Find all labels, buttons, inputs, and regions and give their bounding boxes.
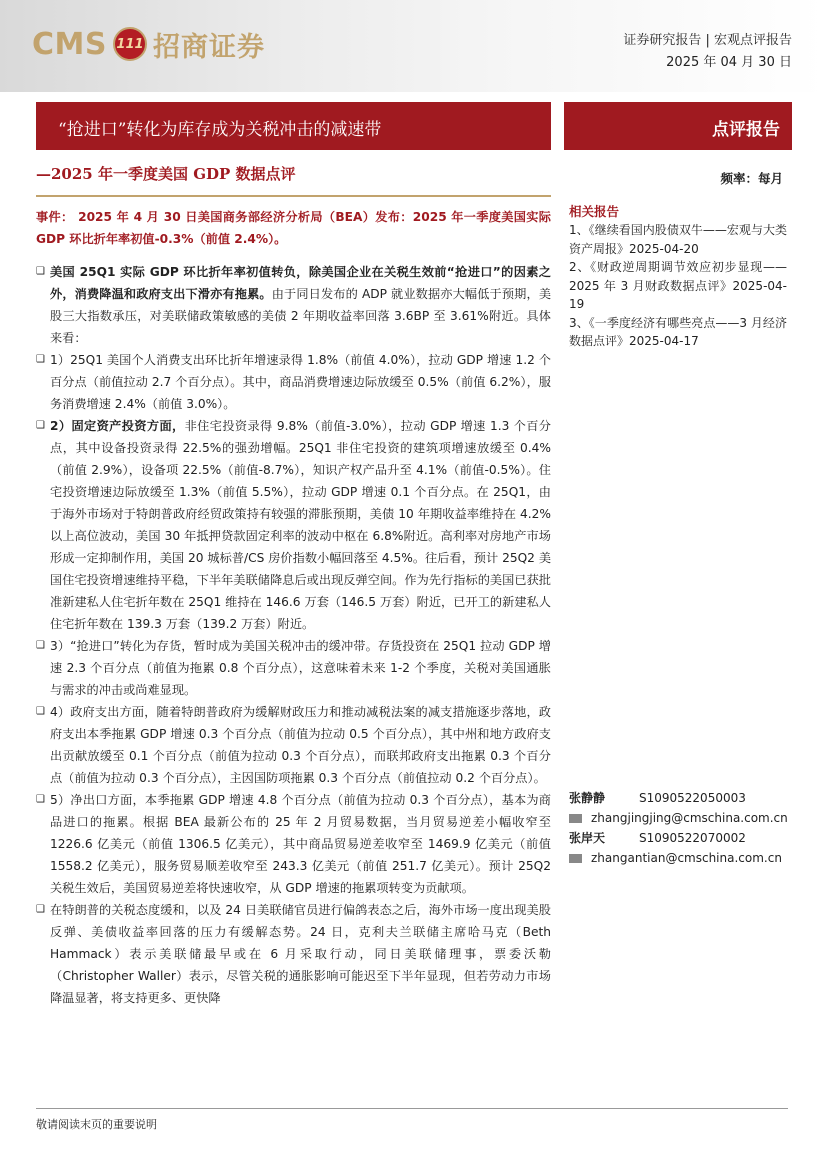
analyst-row (569, 788, 789, 808)
bullet-lead: 2）固定资产投资方面， (50, 419, 185, 433)
related-report-link[interactable]: 1、《继续看国内股债双牛——宏观与大类资产周报》2025-04-20 (569, 223, 787, 256)
square-bullet-icon: ❑ (36, 706, 45, 717)
bullet-text: 3）“抢进口”转化为存货，暂时成为美国关税冲击的缓冲带。存货投资在 25Q1 拉动 GDP 增速 2.3 个百分点（前值为拖累 0.8 个百分点），这意味着未来 1-2 个季度，关税对美国通胀与需求的冲击或尚难显现。 (50, 639, 551, 697)
square-bullet-icon: ❑ (36, 904, 45, 915)
bullet-text: 1）25Q1 美国个人消费支出环比折年增速录得 1.8%（前值 4.0%），拉动 GDP 增速 1.2 个百分点（前值拉动 2.7 个百分点）。其中，商品消费增速边际放缓至 0.5%（前值 6.2%），服务消费增速 2.4%（前值 3.0%）。 (50, 353, 551, 411)
analyst-name: 张静静 (569, 791, 606, 805)
bullet-paragraph (36, 415, 551, 635)
email-icon (569, 814, 582, 823)
report-frequency: 频率：每月 (720, 171, 783, 186)
analyst-row (569, 828, 789, 848)
bullet-paragraph (36, 899, 551, 1009)
report-title: “抢进口”转化为库存成为关税冲击的减速带 (36, 102, 551, 150)
report-subtitle: —2025 年一季度美国 GDP 数据点评 (36, 165, 296, 183)
related-report-link[interactable]: 2、《财政逆周期调节效应初步显现——2025 年 3 月财政数据点评》2025-04-19 (569, 260, 787, 311)
event-summary: 事件： 2025 年 4 月 30 日美国商务部经济分析局（BEA）发布：2025 年一季度美国实际 GDP 环比折年率初值-0.3%（前值 2.4%）。 (36, 210, 551, 246)
bullet-paragraph (36, 261, 551, 349)
logo-cms-text: CMS (32, 26, 107, 62)
analyst-list (569, 788, 789, 868)
related-reports-heading: 相关报告 (569, 204, 620, 219)
company-logo (32, 24, 265, 64)
square-bullet-icon: ❑ (36, 794, 45, 805)
logo-emblem-icon: 111 (113, 27, 147, 61)
email-icon (569, 854, 582, 863)
bullet-text: 由于同日发布的 ADP 就业数据亦大幅低于预期，美股三大指数承压，对美联储政策敏感的美债 2 年期收益率回落 3.6BP 至 3.61%附近。具体来看： (50, 287, 552, 345)
bullet-text: 在特朗普的关税态度缓和，以及 24 日美联储官员进行偏鸽表态之后，海外市场一度出现美股反弹、美债收益率回落的压力有缓解态势。24 日，克利夫兰联储主席哈马克（Beth Hammack）表示美联储最早或在 6 月采取行动，同日美联储理事，票委沃勒（Christopher Waller）表示，尽管关税的通胀影响可能迟至下半年显现，但若劳动力市场降温显著，将支持更多、更快降 (50, 903, 551, 1005)
bullet-text: 5）净出口方面，本季拖累 GDP 增速 4.8 个百分点（前值为拉动 0.3 个百分点），基本为商品进口的拖累。根据 BEA 最新公布的 25 年 2 月贸易数据，当月贸易逆差小幅收窄至 1226.6 亿美元（前值 1306.5 亿美元），其中商品贸易逆差收窄至 1469.9 亿美元（前值 1558.2 亿美元），服务贸易顺差收窄至 243.3 亿美元（前值 251.7 亿美元）。预计 25Q2 关税生效后，美国贸易逆差将快速收窄，从 GDP 增速的拖累项转变为贡献项。 (50, 793, 551, 895)
footer-divider (36, 1108, 788, 1109)
report-type: 证券研究报告 | 宏观点评报告 (623, 33, 792, 48)
related-reports (569, 202, 787, 351)
bullet-lead: 美国 25Q1 实际 GDP 环比折年率初值转负，除美国企业在关税生效前“抢进口”的因素之外，消费降温和政府支出下滑亦有拖累。 (50, 265, 551, 301)
analyst-email[interactable]: zhangjingjing@cmschina.com.cn (591, 811, 788, 825)
analyst-email-row (569, 848, 789, 868)
title-divider (36, 195, 551, 197)
bullet-text: 非住宅投资录得 9.8%（前值-3.0%），拉动 GDP 增速 1.3 个百分点，其中设备投资录得 22.5%的强劲增幅。25Q1 非住宅投资的建筑项增速放缓至 0.4%（前值 2.9%），设备项 22.5%（前值-8.7%），知识产权产品升至 4.1%（前值-0.5%）。住宅投资增速边际放缓至 1.3%（前值 5.5%），拉动 GDP 增速 0.1 个百分点。在 25Q1，由于海外市场对于特朗普政府经贸政策持有较强的滞胀预期，美债 10 年期收益率维持在 4.2%以上高位波动，美国 30 年抵押贷款固定利率的波动中枢在 6.8%附近。高利率对房地产市场形成一定抑制作用，美国 20 城标普/CS 房价指数小幅回落至 4.5%。往后看，预计 25Q2 美国住宅投资增速维持平稳，下半年美联储降息后或出现反弹空间。作为先行指标的美国已获批准新建私人住宅折年数在 25Q1 维持在 146.6 万套（146.5 万套）附近，已开工的新建私人住宅折年数在 139.3 万套（139.2 万套）附近。 (50, 419, 552, 631)
square-bullet-icon: ❑ (36, 420, 45, 431)
analyst-id: S1090522050003 (639, 791, 746, 805)
footer-disclaimer: 敬请阅读末页的重要说明 (36, 1118, 157, 1131)
bullet-paragraph (36, 635, 551, 701)
analyst-email[interactable]: zhangantian@cmschina.com.cn (591, 851, 782, 865)
bullet-paragraph (36, 701, 551, 789)
related-report-link[interactable]: 3、《一季度经济有哪些亮点——3 月经济数据点评》2025-04-17 (569, 315, 787, 348)
analyst-name: 张岸天 (569, 831, 606, 845)
main-body (36, 261, 551, 1009)
bullet-paragraph (36, 349, 551, 415)
analyst-id: S1090522070002 (639, 831, 746, 845)
square-bullet-icon: ❑ (36, 266, 45, 277)
report-category: 点评报告 (564, 102, 792, 150)
analyst-email-row (569, 808, 789, 828)
bullet-paragraph (36, 789, 551, 899)
report-date: 2025 年 04 月 30 日 (666, 55, 792, 70)
square-bullet-icon: ❑ (36, 640, 45, 651)
square-bullet-icon: ❑ (36, 354, 45, 365)
logo-chinese-text: 招商证券 (152, 31, 265, 63)
bullet-text: 4）政府支出方面，随着特朗普政府为缓解财政压力和推动减税法案的减支措施逐步落地，政府支出本季拖累 GDP 增速 0.3 个百分点（前值为拉动 0.5 个百分点），其中州和地方政府支出贡献放缓至 0.1 个百分点（前值为拉动 0.3 个百分点），而联邦政府支出拖累 0.3 个百分点（前值为拉动 0.3 个百分点），主因国防项拖累 0.3 个百分点（前值拉动 0.2 个百分点）。 (50, 705, 551, 785)
